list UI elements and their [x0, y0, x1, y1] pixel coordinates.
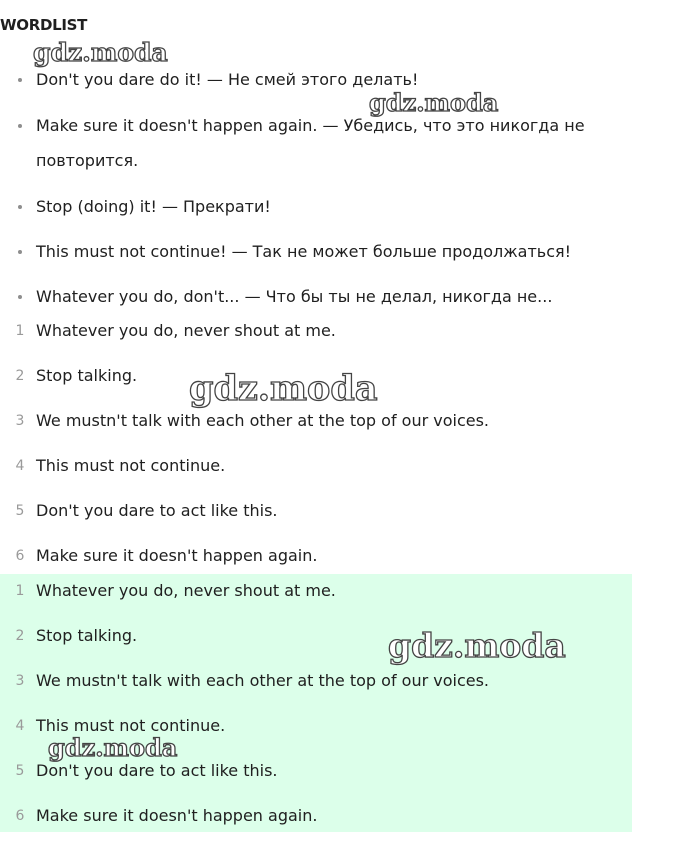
- watermark-logo: gdz.moda: [48, 733, 178, 762]
- wordlist-item-text: Make sure it doesn't happen again. — Убедись, что это никогда не: [36, 116, 585, 135]
- watermark-logo: gdz.moda: [33, 38, 168, 67]
- wordlist-item-text: Don't you dare do it! — Не смей этого делать!: [36, 70, 419, 89]
- answer-item-text: Stop talking.: [36, 626, 138, 645]
- item-number: 3: [15, 673, 25, 689]
- item-number: 6: [15, 548, 25, 564]
- exercise-item-text: Don't you dare to act like this.: [36, 501, 278, 520]
- wordlist-item-text: Stop (doing) it! — Прекрати!: [36, 197, 271, 216]
- exercise-item-text: This must not continue.: [36, 456, 226, 475]
- answer-item-text: Make sure it doesn't happen again.: [36, 806, 318, 825]
- watermark-logo: gdz.moda: [388, 626, 566, 665]
- answer-item-text: This must not continue.: [36, 716, 226, 735]
- item-number: 4: [15, 458, 25, 474]
- exercise-item-text: Whatever you do, never shout at me.: [36, 321, 336, 340]
- item-number: 2: [15, 368, 25, 384]
- wordlist-item-text-continuation: повторится.: [36, 151, 139, 170]
- exercise-item-text: Make sure it doesn't happen again.: [36, 546, 318, 565]
- exercise-item-text: We mustn't talk with each other at the top of our voices.: [36, 411, 490, 430]
- wordlist-item-text: This must not continue! — Так не может больше продолжаться!: [36, 242, 572, 261]
- bullet-icon: [10, 287, 30, 299]
- item-number: 6: [15, 808, 25, 824]
- exercise-item-text: Stop talking.: [36, 366, 138, 385]
- answer-item-text: Whatever you do, never shout at me.: [36, 581, 336, 600]
- item-number: 5: [15, 503, 25, 519]
- item-number: 4: [15, 718, 25, 734]
- answers-block: [0, 574, 632, 832]
- bullet-icon: [10, 70, 30, 82]
- watermark-logo: gdz.moda: [189, 368, 378, 409]
- bullet-icon: [10, 197, 30, 209]
- item-number: 2: [15, 628, 25, 644]
- bullet-icon: [10, 242, 30, 254]
- item-number: 3: [15, 413, 25, 429]
- item-number: 5: [15, 763, 25, 779]
- item-number: 1: [15, 323, 25, 339]
- answer-item-text: Don't you dare to act like this.: [36, 761, 278, 780]
- wordlist-heading: WORDLIST: [0, 16, 88, 34]
- wordlist-item-text: Whatever you do, don't... — Что бы ты не делал, никогда не...: [36, 287, 553, 306]
- watermark-logo: gdz.moda: [369, 88, 499, 117]
- item-number: 1: [15, 583, 25, 599]
- bullet-icon: [10, 116, 30, 128]
- answer-item-text: We mustn't talk with each other at the top of our voices.: [36, 671, 490, 690]
